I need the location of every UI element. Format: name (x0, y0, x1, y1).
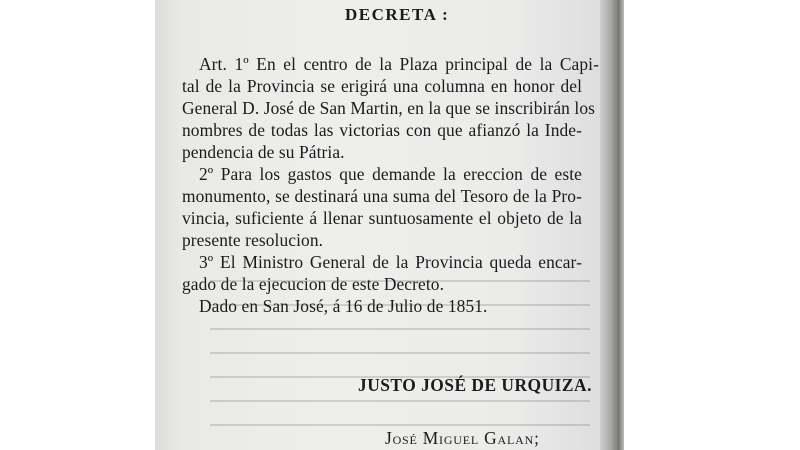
text-line: tal de la Provincia se erigirá una columna en honor del (182, 76, 582, 96)
text-line: Art. 1º En el centro de la Plaza principal de la Capi- (199, 54, 599, 74)
text-line: 2º Para los gastos que demande la ereccion de este (199, 164, 582, 184)
date-line: Dado en San José, á 16 de Julio de 1851. (199, 296, 488, 316)
text-line: nombres de todas las victorias con que afianzó la Inde- (182, 120, 582, 140)
text-line: General D. José de San Martin, en la que se inscribirán los (182, 98, 596, 118)
text-line: presente resolucion. (182, 230, 324, 250)
text-line: gado de la ejecucion de este Decreto. (182, 274, 445, 294)
text-line: vincia, suficiente á llenar suntuosamente el objeto de la (182, 208, 582, 228)
text-line: pendencia de su Pátria. (182, 142, 345, 162)
text-line: monumento, se destinará una suma del Tesoro de la Pro- (182, 186, 582, 206)
page-edge (618, 0, 624, 450)
decree-heading: DECRETA : (345, 5, 450, 24)
text-line: 3º El Ministro General de la Provincia queda encar- (199, 252, 582, 272)
signature-minister: José Miguel Galan; (385, 428, 540, 448)
signature-governor: JUSTO JOSÉ DE URQUIZA. (358, 375, 592, 395)
page-gutter (600, 0, 618, 450)
